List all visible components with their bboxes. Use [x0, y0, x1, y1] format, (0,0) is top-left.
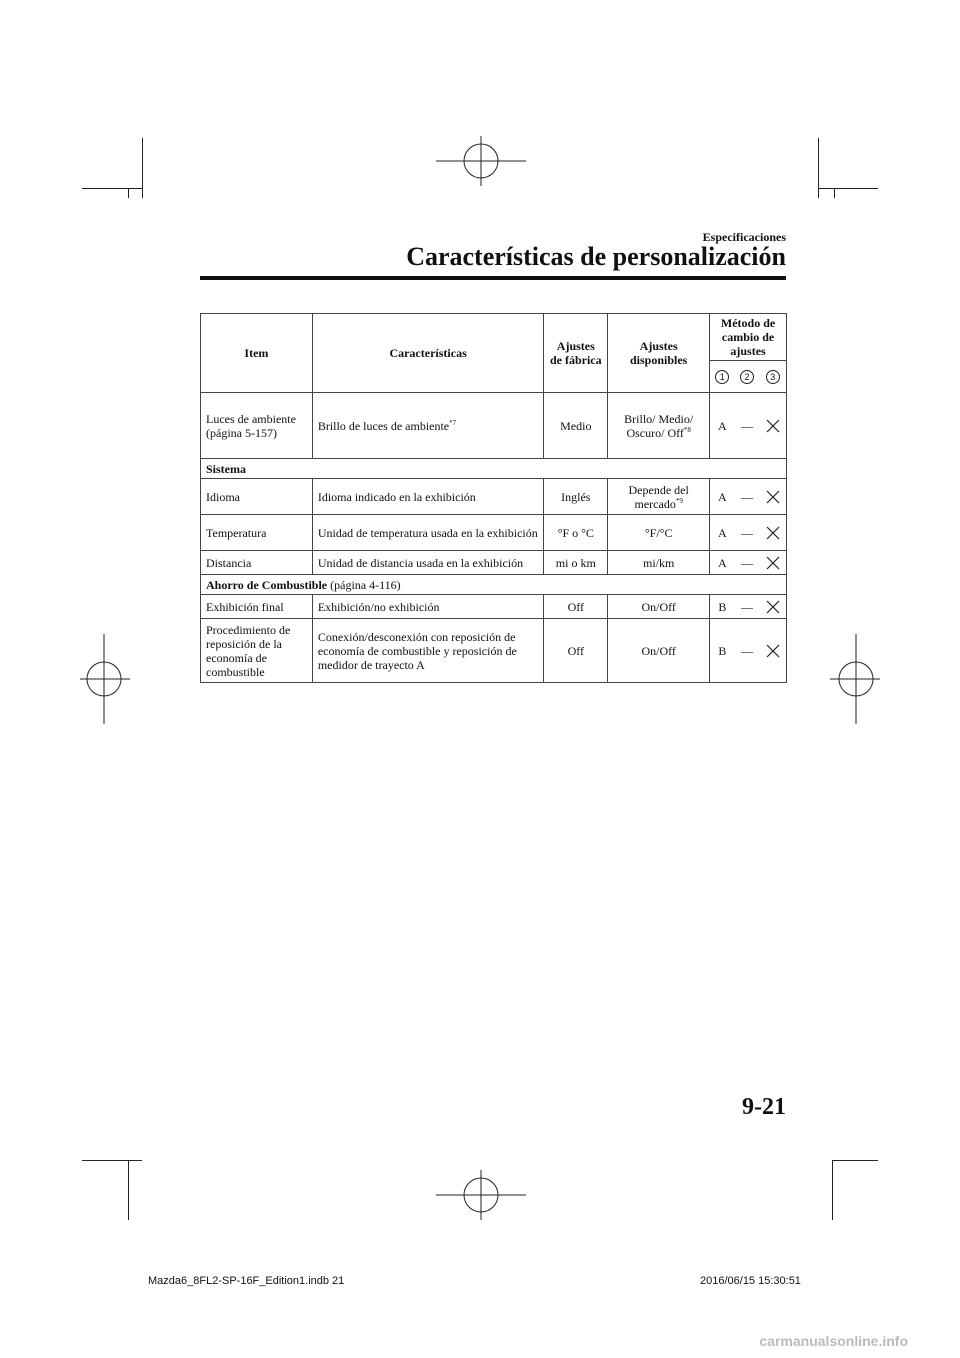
cell-feature: Conexión/desconexión con reposición de economía de combustible y reposición de medidor de trayecto A: [312, 619, 543, 683]
cell-method-2: —: [735, 393, 760, 459]
cell-method-1: A: [710, 515, 735, 551]
registration-mark-bottom: [436, 1170, 526, 1220]
cell-factory: Off: [544, 619, 608, 683]
cell-method-1: B: [710, 595, 735, 619]
cell-method-1: A: [710, 393, 735, 459]
cell-item: Temperatura: [201, 515, 313, 551]
col-header-method: Método de cambio de ajustes: [710, 314, 787, 361]
footer-file: Mazda6_8FL2-SP-16F_Edition1.indb 21: [148, 1275, 345, 1287]
cell-available: On/Off: [608, 619, 710, 683]
cell-method-2: —: [735, 551, 760, 575]
table-row: [201, 393, 787, 459]
section-title: Sistema: [201, 459, 787, 479]
number-3-circle-icon: 3: [766, 370, 780, 384]
method-col-2: [735, 361, 760, 393]
cell-method-1: A: [710, 551, 735, 575]
col-header-features: Características: [312, 314, 543, 393]
cell-factory: mi o km: [544, 551, 608, 575]
col-header-item: Item: [201, 314, 313, 393]
cross-icon: [766, 419, 780, 433]
cross-icon: [766, 644, 780, 658]
registration-mark-top: [436, 136, 526, 186]
method-col-3: [760, 361, 787, 393]
section-row: [201, 575, 787, 595]
section-title: Ahorro de Combustible (página 4-116): [201, 575, 787, 595]
cell-item: Idioma: [201, 479, 313, 515]
table-row: [201, 619, 787, 683]
cell-method-3: [760, 393, 787, 459]
cell-available: Depende del mercado$^{*9}$: [608, 479, 710, 515]
number-2-circle-icon: 2: [740, 370, 754, 384]
cross-icon: [766, 490, 780, 504]
table-row: [201, 515, 787, 551]
cell-available: °F/°C: [608, 515, 710, 551]
cell-feature: Brillo de luces de ambiente$^{*7}$: [312, 393, 543, 459]
table-row: [201, 595, 787, 619]
table-row: [201, 551, 787, 575]
registration-mark-left: [80, 634, 130, 724]
cell-available: Brillo/ Medio/ Oscuro/ Off$^{*8}$: [608, 393, 710, 459]
registration-mark-right: [830, 634, 880, 724]
customization-table: [200, 313, 787, 683]
cell-factory: Inglés: [544, 479, 608, 515]
col-header-factory: Ajustes de fábrica: [544, 314, 608, 393]
cell-available: mi/km: [608, 551, 710, 575]
cell-method-1: B: [710, 619, 735, 683]
cell-method-3: [760, 479, 787, 515]
cell-method-3: [760, 515, 787, 551]
header-rule: [200, 276, 786, 280]
section-row: [201, 459, 787, 479]
section-label: Especificaciones: [702, 230, 786, 244]
cross-icon: [766, 556, 780, 570]
col-header-available: Ajustes disponibles: [608, 314, 710, 393]
cell-method-3: [760, 595, 787, 619]
page-title: Características de personalización: [406, 242, 786, 271]
cell-feature: Idioma indicado en la exhibición: [312, 479, 543, 515]
watermark: carmanualsonline.info: [759, 1333, 908, 1349]
cell-item: Exhibición final: [201, 595, 313, 619]
cross-icon: [766, 526, 780, 540]
cell-feature: Exhibición/no exhibición: [312, 595, 543, 619]
page-number: 9-21: [742, 1094, 786, 1120]
cell-method-2: —: [735, 515, 760, 551]
cell-item: Luces de ambiente (página 5-157): [201, 393, 313, 459]
cell-method-1: A: [710, 479, 735, 515]
cross-icon: [766, 600, 780, 614]
table-row: [201, 479, 787, 515]
cell-item: Distancia: [201, 551, 313, 575]
method-col-1: [710, 361, 735, 393]
cell-method-3: [760, 551, 787, 575]
number-1-circle-icon: 1: [715, 370, 729, 384]
cell-factory: °F o °C: [544, 515, 608, 551]
cell-feature: Unidad de distancia usada en la exhibición: [312, 551, 543, 575]
cell-feature: Unidad de temperatura usada en la exhibición: [312, 515, 543, 551]
cell-method-3: [760, 619, 787, 683]
cell-method-2: —: [735, 479, 760, 515]
cell-method-2: —: [735, 595, 760, 619]
footer-timestamp: 2016/06/15 15:30:51: [700, 1275, 801, 1287]
cell-method-2: —: [735, 619, 760, 683]
cell-factory: Off: [544, 595, 608, 619]
cell-item: Procedimiento de reposición de la economía de combustible: [201, 619, 313, 683]
cell-factory: Medio: [544, 393, 608, 459]
cell-available: On/Off: [608, 595, 710, 619]
